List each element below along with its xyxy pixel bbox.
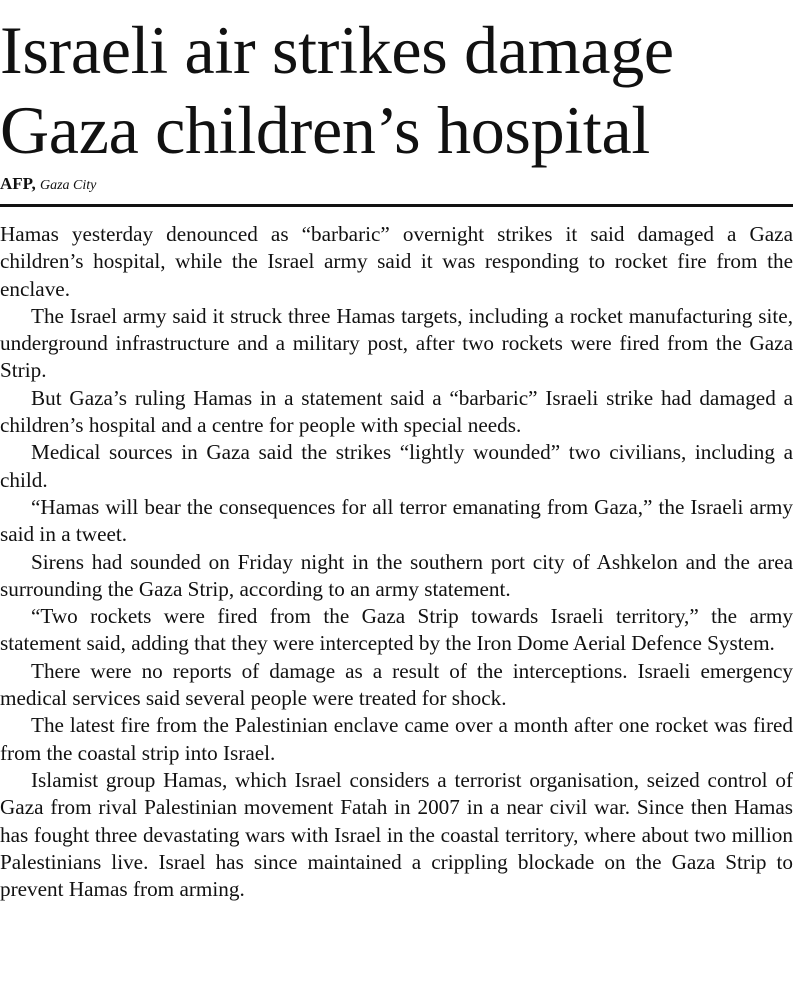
- body-paragraph: Medical sources in Gaza said the strikes “lightly wounded” two civilians, including a child.: [0, 440, 793, 492]
- body-paragraph: But Gaza’s ruling Hamas in a statement said a “barbaric” Israeli strike had damaged a children’s hospital and a centre for people with special needs.: [0, 385, 793, 438]
- headline-line-2: Gaza children’s hospital: [0, 92, 650, 168]
- article-body: [0, 221, 793, 903]
- body-paragraph: Hamas yesterday denounced as “barbaric” overnight strikes it said damaged a Gaza children’s hospital, while the Israel army said it was responding to rocket fire from the enclave.: [0, 222, 793, 301]
- byline-dateline: Gaza City: [40, 178, 97, 193]
- headline-divider: [0, 204, 793, 207]
- byline: [0, 172, 96, 198]
- headline-line-1: Israeli air strikes damage: [0, 12, 674, 88]
- body-paragraph: Islamist group Hamas, which Israel considers a terrorist organisation, seized control of Gaza from rival Palestinian movement Fatah in 2007 in a near civil war. Since then Hamas has fought three devastating wars with Israel in the coastal territory, where about two million Palestinians live. Israel has since maintained a crippling blockade on the Gaza Strip to prevent Hamas from arming.: [0, 767, 793, 902]
- headline: [0, 10, 793, 170]
- byline-agency: AFP,: [0, 174, 36, 193]
- body-paragraph: There were no reports of damage as a result of the interceptions. Israeli emergency medical services said several people were treated for shock.: [0, 658, 793, 711]
- body-paragraph: “Hamas will bear the consequences for all terror emanating from Gaza,” the Israeli army said in a tweet.: [0, 494, 793, 547]
- body-paragraph: The Israel army said it struck three Hamas targets, including a rocket manufacturing site, underground infrastructure and a military post, after two rockets were fired from the Gaza Strip.: [0, 303, 793, 383]
- body-paragraph: Sirens had sounded on Friday night in the southern port city of Ashkelon and the area surrounding the Gaza Strip, according to an army statement.: [0, 549, 793, 601]
- body-paragraph: The latest fire from the Palestinian enclave came over a month after one rocket was fired from the coastal strip into Israel.: [0, 713, 793, 765]
- body-paragraph: “Two rockets were fired from the Gaza Strip towards Israeli territory,” the army statement said, adding that they were intercepted by the Iron Dome Aerial Defence System.: [0, 604, 793, 656]
